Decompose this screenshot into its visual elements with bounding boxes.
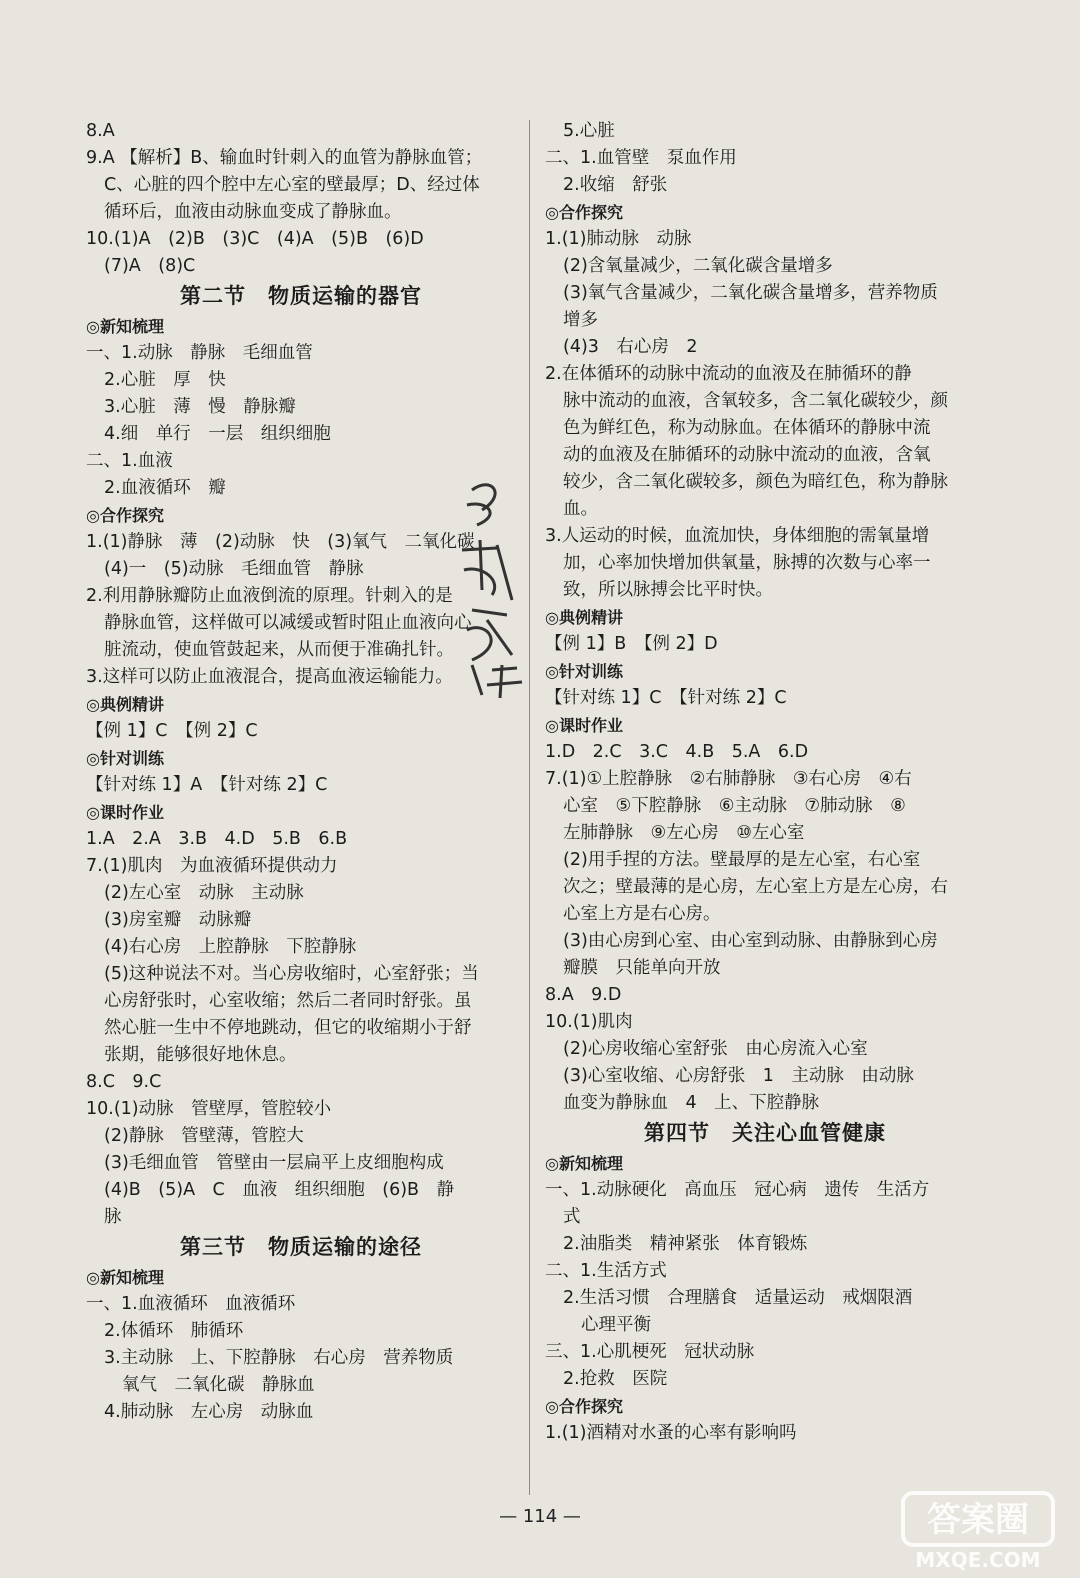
answer-line: 增多 — [563, 310, 598, 330]
answer-line: 致，所以脉搏会比平时快。 — [563, 580, 773, 600]
subsection-heading: ◎合作探究 — [86, 506, 164, 525]
answer-line: 2.油脂类 精神紧张 体育锻炼 — [563, 1234, 808, 1254]
answer-line: (3)氧气含量减少，二氧化碳含量增多，营养物质 — [563, 283, 938, 303]
answer-line: 心房舒张时，心室收缩；然后二者同时舒张。虽 — [104, 991, 472, 1011]
answer-line: (3)房室瓣 动脉瓣 — [104, 910, 252, 930]
answer-line: 4.细 单行 一层 组织细胞 — [104, 424, 331, 444]
answer-line: 循环后，血液由动脉血变成了静脉血。 — [104, 202, 402, 222]
answer-line: 【针对练 1】C 【针对练 2】C — [545, 688, 787, 708]
answer-line: 脉中流动的血液，含氧较多，含二氧化碳较少，颜 — [563, 391, 948, 411]
svg-text:答案圈: 答案圈 — [927, 1500, 1029, 1540]
subsection-heading: ◎新知梳理 — [545, 1154, 623, 1173]
answer-line: 左肺静脉 ⑨左心房 ⑩左心室 — [563, 823, 805, 843]
answer-line: 心理平衡 — [581, 1315, 651, 1335]
answer-line: 一、1.血液循环 血液循环 — [86, 1294, 296, 1314]
answer-line: 9.A 【解析】B、输血时针刺入的血管为静脉血管； — [86, 148, 483, 168]
answer-line: 2.心脏 厚 快 — [104, 370, 226, 390]
answer-line: (3)毛细血管 管壁由一层扁平上皮细胞构成 — [104, 1153, 444, 1173]
answer-line: 氧气 二氧化碳 静脉血 — [122, 1375, 315, 1395]
answer-line: 2.生活习惯 合理膳食 适量运动 戒烟限酒 — [563, 1288, 913, 1308]
answer-line: 式 — [563, 1207, 581, 1227]
answer-line: 7.(1)肌肉 为血液循环提供动力 — [86, 856, 338, 876]
answer-line: 1.D 2.C 3.C 4.B 5.A 6.D — [545, 742, 809, 762]
right-column — [545, 118, 985, 1447]
answer-line: (4)右心房 上腔静脉 下腔静脉 — [104, 937, 357, 957]
answer-line: 【针对练 1】A 【针对练 2】C — [86, 775, 328, 795]
answer-line: (2)静脉 管壁薄，管腔大 — [104, 1126, 304, 1146]
answer-line: 8.A — [86, 121, 115, 141]
answer-line: (4)3 右心房 2 — [563, 337, 698, 357]
answer-line: 3.主动脉 上、下腔静脉 右心房 营养物质 — [104, 1348, 454, 1368]
answer-line: 三、1.心肌梗死 冠状动脉 — [545, 1342, 755, 1362]
subsection-heading: ◎课时作业 — [545, 716, 623, 735]
subsection-heading: ◎课时作业 — [86, 803, 164, 822]
answer-line: 2.抢救 医院 — [563, 1369, 668, 1389]
answer-line: 7.(1)①上腔静脉 ②右肺静脉 ③右心房 ④右 — [545, 769, 912, 789]
section-title: 第三节 物质运输的途径 — [180, 1235, 422, 1259]
answer-line: (5)这种说法不对。当心房收缩时，心室舒张；当 — [104, 964, 479, 984]
subsection-heading: ◎合作探究 — [545, 1397, 623, 1416]
answer-line: 二、1.血管壁 泵血作用 — [545, 148, 737, 168]
answer-line: (2)用手捏的方法。壁最厚的是左心室，右心室 — [563, 850, 921, 870]
answer-line: 10.(1)A (2)B (3)C (4)A (5)B (6)D — [86, 229, 424, 249]
svg-text:MXQE.COM: MXQE.COM — [915, 1548, 1041, 1572]
page-number: — 114 — — [499, 1506, 581, 1527]
subsection-heading: ◎针对训练 — [86, 749, 164, 768]
answer-line: (3)心室收缩、心房舒张 1 主动脉 由动脉 — [563, 1066, 914, 1086]
subsection-heading: ◎典例精讲 — [86, 695, 164, 714]
answer-line: 2.体循环 肺循环 — [104, 1321, 244, 1341]
answer-line: 加，心率加快增加供氧量，脉搏的次数与心率一 — [563, 553, 931, 573]
section-title: 第四节 关注心血管健康 — [644, 1121, 886, 1145]
answer-line: 静脉血管，这样做可以减缓或暂时阻止血液向心 — [104, 613, 472, 633]
answer-line: 3.人运动的时候，血流加快，身体细胞的需氧量增 — [545, 526, 930, 546]
answer-line: 二、1.血液 — [86, 451, 173, 471]
handwritten-note — [452, 470, 532, 700]
answer-line: (2)心房收缩心室舒张 由心房流入心室 — [563, 1039, 868, 1059]
answer-line: 10.(1)动脉 管壁厚，管腔较小 — [86, 1099, 332, 1119]
answer-line: 较少，含二氧化碳较多，颜色为暗红色，称为静脉 — [563, 472, 948, 492]
answer-line: 3.这样可以防止血液混合，提高血液运输能力。 — [86, 667, 453, 687]
answer-line: 心室上方是右心房。 — [563, 904, 721, 924]
answer-line: (3)由心房到心室、由心室到动脉、由静脉到心房 — [563, 931, 938, 951]
answer-line: 瓣膜 只能单向开放 — [563, 958, 721, 978]
answer-line: 5.心脏 — [563, 121, 615, 141]
answer-line: 1.A 2.A 3.B 4.D 5.B 6.B — [86, 829, 348, 849]
answer-line: 脏流动，使血管鼓起来，从而便于准确扎针。 — [104, 640, 454, 660]
section-title: 第二节 物质运输的器官 — [180, 284, 422, 308]
answer-line: 2.血液循环 瓣 — [104, 478, 226, 498]
left-column — [86, 118, 516, 1426]
answer-line: 【例 1】B 【例 2】D — [545, 634, 718, 654]
answer-line: 2.收缩 舒张 — [563, 175, 668, 195]
answer-line: 动的血液及在肺循环的动脉中流动的血液，含氧 — [563, 445, 931, 465]
answer-line: 血变为静脉血 4 上、下腔静脉 — [563, 1093, 820, 1113]
site-watermark-logo — [895, 1485, 1075, 1575]
answer-line: 4.肺动脉 左心房 动脉血 — [104, 1402, 314, 1422]
answer-line: 色为鲜红色，称为动脉血。在体循环的静脉中流 — [563, 418, 931, 438]
answer-line: 然心脏一生中不停地跳动，但它的收缩期小于舒 — [104, 1018, 472, 1038]
answer-line: 一、1.动脉 静脉 毛细血管 — [86, 343, 313, 363]
answer-line: 1.(1)静脉 薄 (2)动脉 快 (3)氧气 二氧化碳 — [86, 532, 475, 552]
answer-line: (4)一 (5)动脉 毛细血管 静脉 — [104, 559, 364, 579]
subsection-heading: ◎新知梳理 — [86, 1268, 164, 1287]
answer-line: 脉 — [104, 1207, 122, 1227]
answer-line: 1.(1)肺动脉 动脉 — [545, 229, 692, 249]
answer-line: 2.利用静脉瓣防止血液倒流的原理。针刺入的是 — [86, 586, 453, 606]
answer-line: 1.(1)酒精对水蚤的心率有影响吗 — [545, 1423, 797, 1443]
answer-line: 10.(1)肌肉 — [545, 1012, 633, 1032]
subsection-heading: ◎合作探究 — [545, 203, 623, 222]
answer-line: 8.A 9.D — [545, 985, 622, 1005]
answer-line: C、心脏的四个腔中左心室的壁最厚；D、经过体 — [104, 175, 480, 195]
answer-line: 血。 — [563, 499, 598, 519]
answer-line: (4)B (5)A C 血液 组织细胞 (6)B 静 — [104, 1180, 455, 1200]
subsection-heading: ◎针对训练 — [545, 662, 623, 681]
column-divider — [529, 120, 530, 1495]
answer-line: 3.心脏 薄 慢 静脉瓣 — [104, 397, 296, 417]
answer-line: 2.在体循环的动脉中流动的血液及在肺循环的静 — [545, 364, 912, 384]
answer-line: 心室 ⑤下腔静脉 ⑥主动脉 ⑦肺动脉 ⑧ — [563, 796, 906, 816]
answer-line: (7)A (8)C — [104, 256, 196, 276]
answer-line: 次之；壁最薄的是心房，左心室上方是左心房，右 — [563, 877, 948, 897]
answer-line: 一、1.动脉硬化 高血压 冠心病 遗传 生活方 — [545, 1180, 930, 1200]
subsection-heading: ◎典例精讲 — [545, 608, 623, 627]
answer-line: 【例 1】C 【例 2】C — [86, 721, 258, 741]
answer-line: 8.C 9.C — [86, 1072, 162, 1092]
subsection-heading: ◎新知梳理 — [86, 317, 164, 336]
answer-line: (2)左心室 动脉 主动脉 — [104, 883, 304, 903]
answer-line: 张期，能够很好地休息。 — [104, 1045, 297, 1065]
answer-line: 二、1.生活方式 — [545, 1261, 667, 1281]
answer-line: (2)含氧量减少，二氧化碳含量增多 — [563, 256, 833, 276]
